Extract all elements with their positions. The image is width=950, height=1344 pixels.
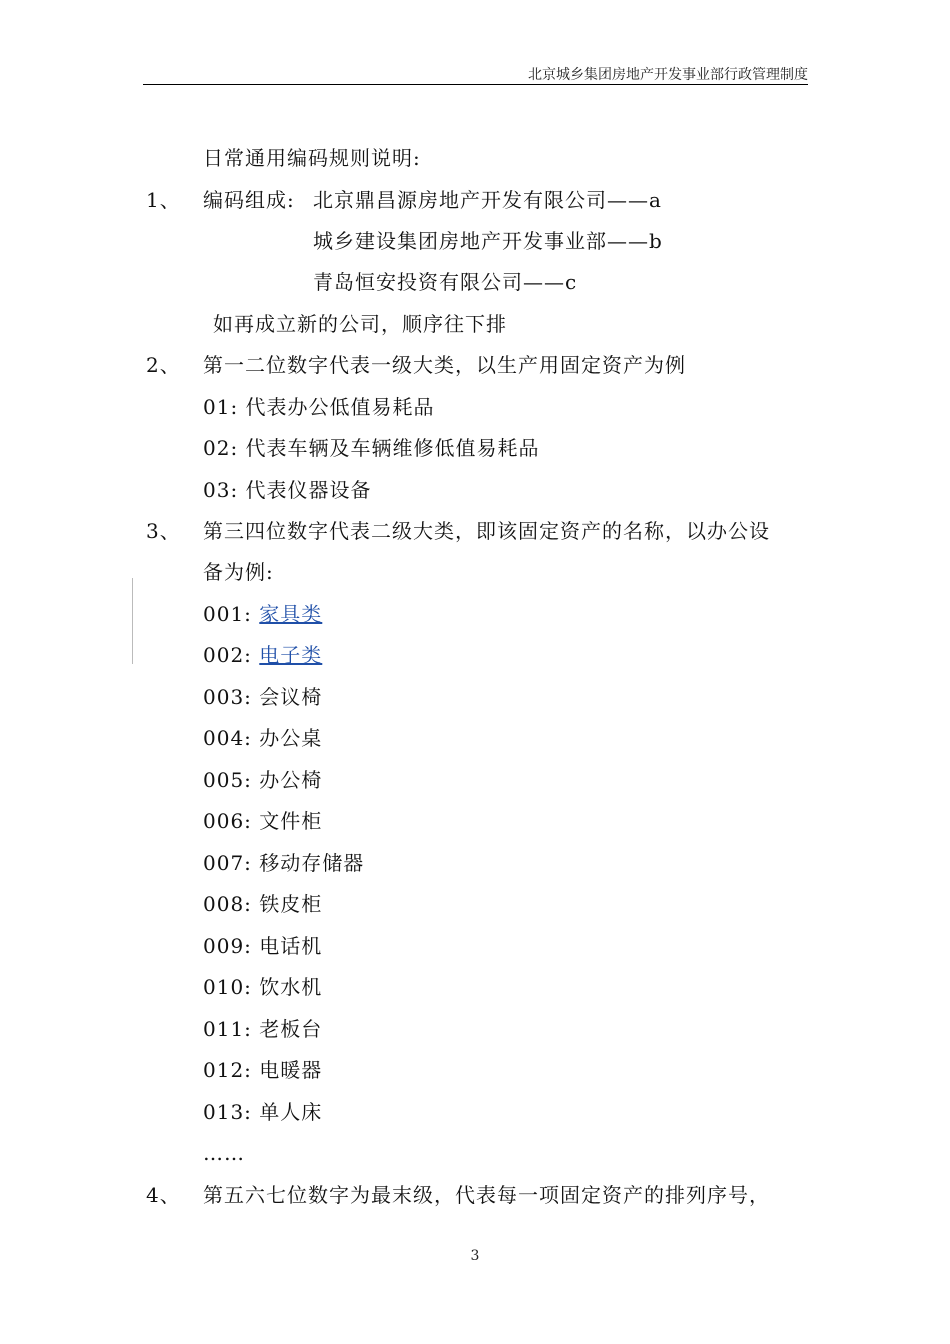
list-item [203,643,322,667]
item-name: 办公椅 [259,768,323,792]
company-c: 青岛恒安投资有限公司——c [313,270,578,294]
section2-number: 2、 [146,353,181,377]
list-item [203,726,322,750]
intro-heading: 日常通用编码规则说明: [203,146,421,170]
item-name: 铁皮柜 [259,892,323,916]
company-a: 北京鼎昌源房地产开发有限公司——a [313,188,662,212]
section2-text: 第一二位数字代表一级大类，以生产用固定资产为例 [203,353,686,377]
company-b: 城乡建设集团房地产开发事业部——b [313,229,663,253]
section1-label: 编码组成: [203,188,295,212]
header-rule [143,84,808,85]
list-item [203,851,364,875]
item-name: 饮水机 [259,975,323,999]
section4-number: 4、 [146,1183,181,1207]
item-code: 002: [203,643,252,667]
item-name: 老板台 [259,1017,323,1041]
revision-margin-bar [132,578,133,664]
item-name: 单人床 [259,1100,323,1124]
running-header: 北京城乡集团房地产开发事业部行政管理制度 [528,67,808,83]
item-code: 011: [203,1017,252,1041]
list-item [203,602,322,626]
item-code: 006: [203,809,252,833]
category-item: 03: 代表仪器设备 [203,478,372,502]
item-link-electronics[interactable]: 电子类 [259,643,323,667]
list-item [203,934,322,958]
category-item: 01: 代表办公低值易耗品 [203,395,435,419]
list-ellipsis: …… [203,1141,245,1165]
item-code: 004: [203,726,252,750]
item-code: 003: [203,685,252,709]
section3-number: 3、 [146,519,181,543]
item-code: 010: [203,975,252,999]
item-name: 移动存储器 [259,851,365,875]
list-item [203,768,322,792]
section4-text: 第五六七位数字为最末级，代表每一项固定资产的排列序号， [203,1183,770,1207]
section1-number: 1、 [146,188,181,212]
item-code: 013: [203,1100,252,1124]
item-code: 012: [203,1058,252,1082]
list-item [203,685,322,709]
item-code: 008: [203,892,252,916]
item-code: 001: [203,602,252,626]
section3-text-line1: 第三四位数字代表二级大类，即该固定资产的名称，以办公设 [203,519,770,543]
list-item [203,892,322,916]
section1-note: 如再成立新的公司，顺序往下排 [213,312,507,336]
item-name: 电话机 [259,934,323,958]
item-code: 009: [203,934,252,958]
item-name: 文件柜 [259,809,323,833]
item-name: 办公桌 [259,726,323,750]
list-item [203,809,322,833]
item-code: 005: [203,768,252,792]
list-item [203,1058,322,1082]
category-item: 02: 代表车辆及车辆维修低值易耗品 [203,436,540,460]
item-link-furniture[interactable]: 家具类 [259,602,323,626]
item-code: 007: [203,851,252,875]
list-item [203,1017,322,1041]
item-name: 电暖器 [259,1058,323,1082]
item-name: 会议椅 [259,685,323,709]
page-number: 3 [470,1248,480,1264]
list-item [203,1100,322,1124]
section3-text-line2: 备为例: [203,560,274,584]
list-item [203,975,322,999]
